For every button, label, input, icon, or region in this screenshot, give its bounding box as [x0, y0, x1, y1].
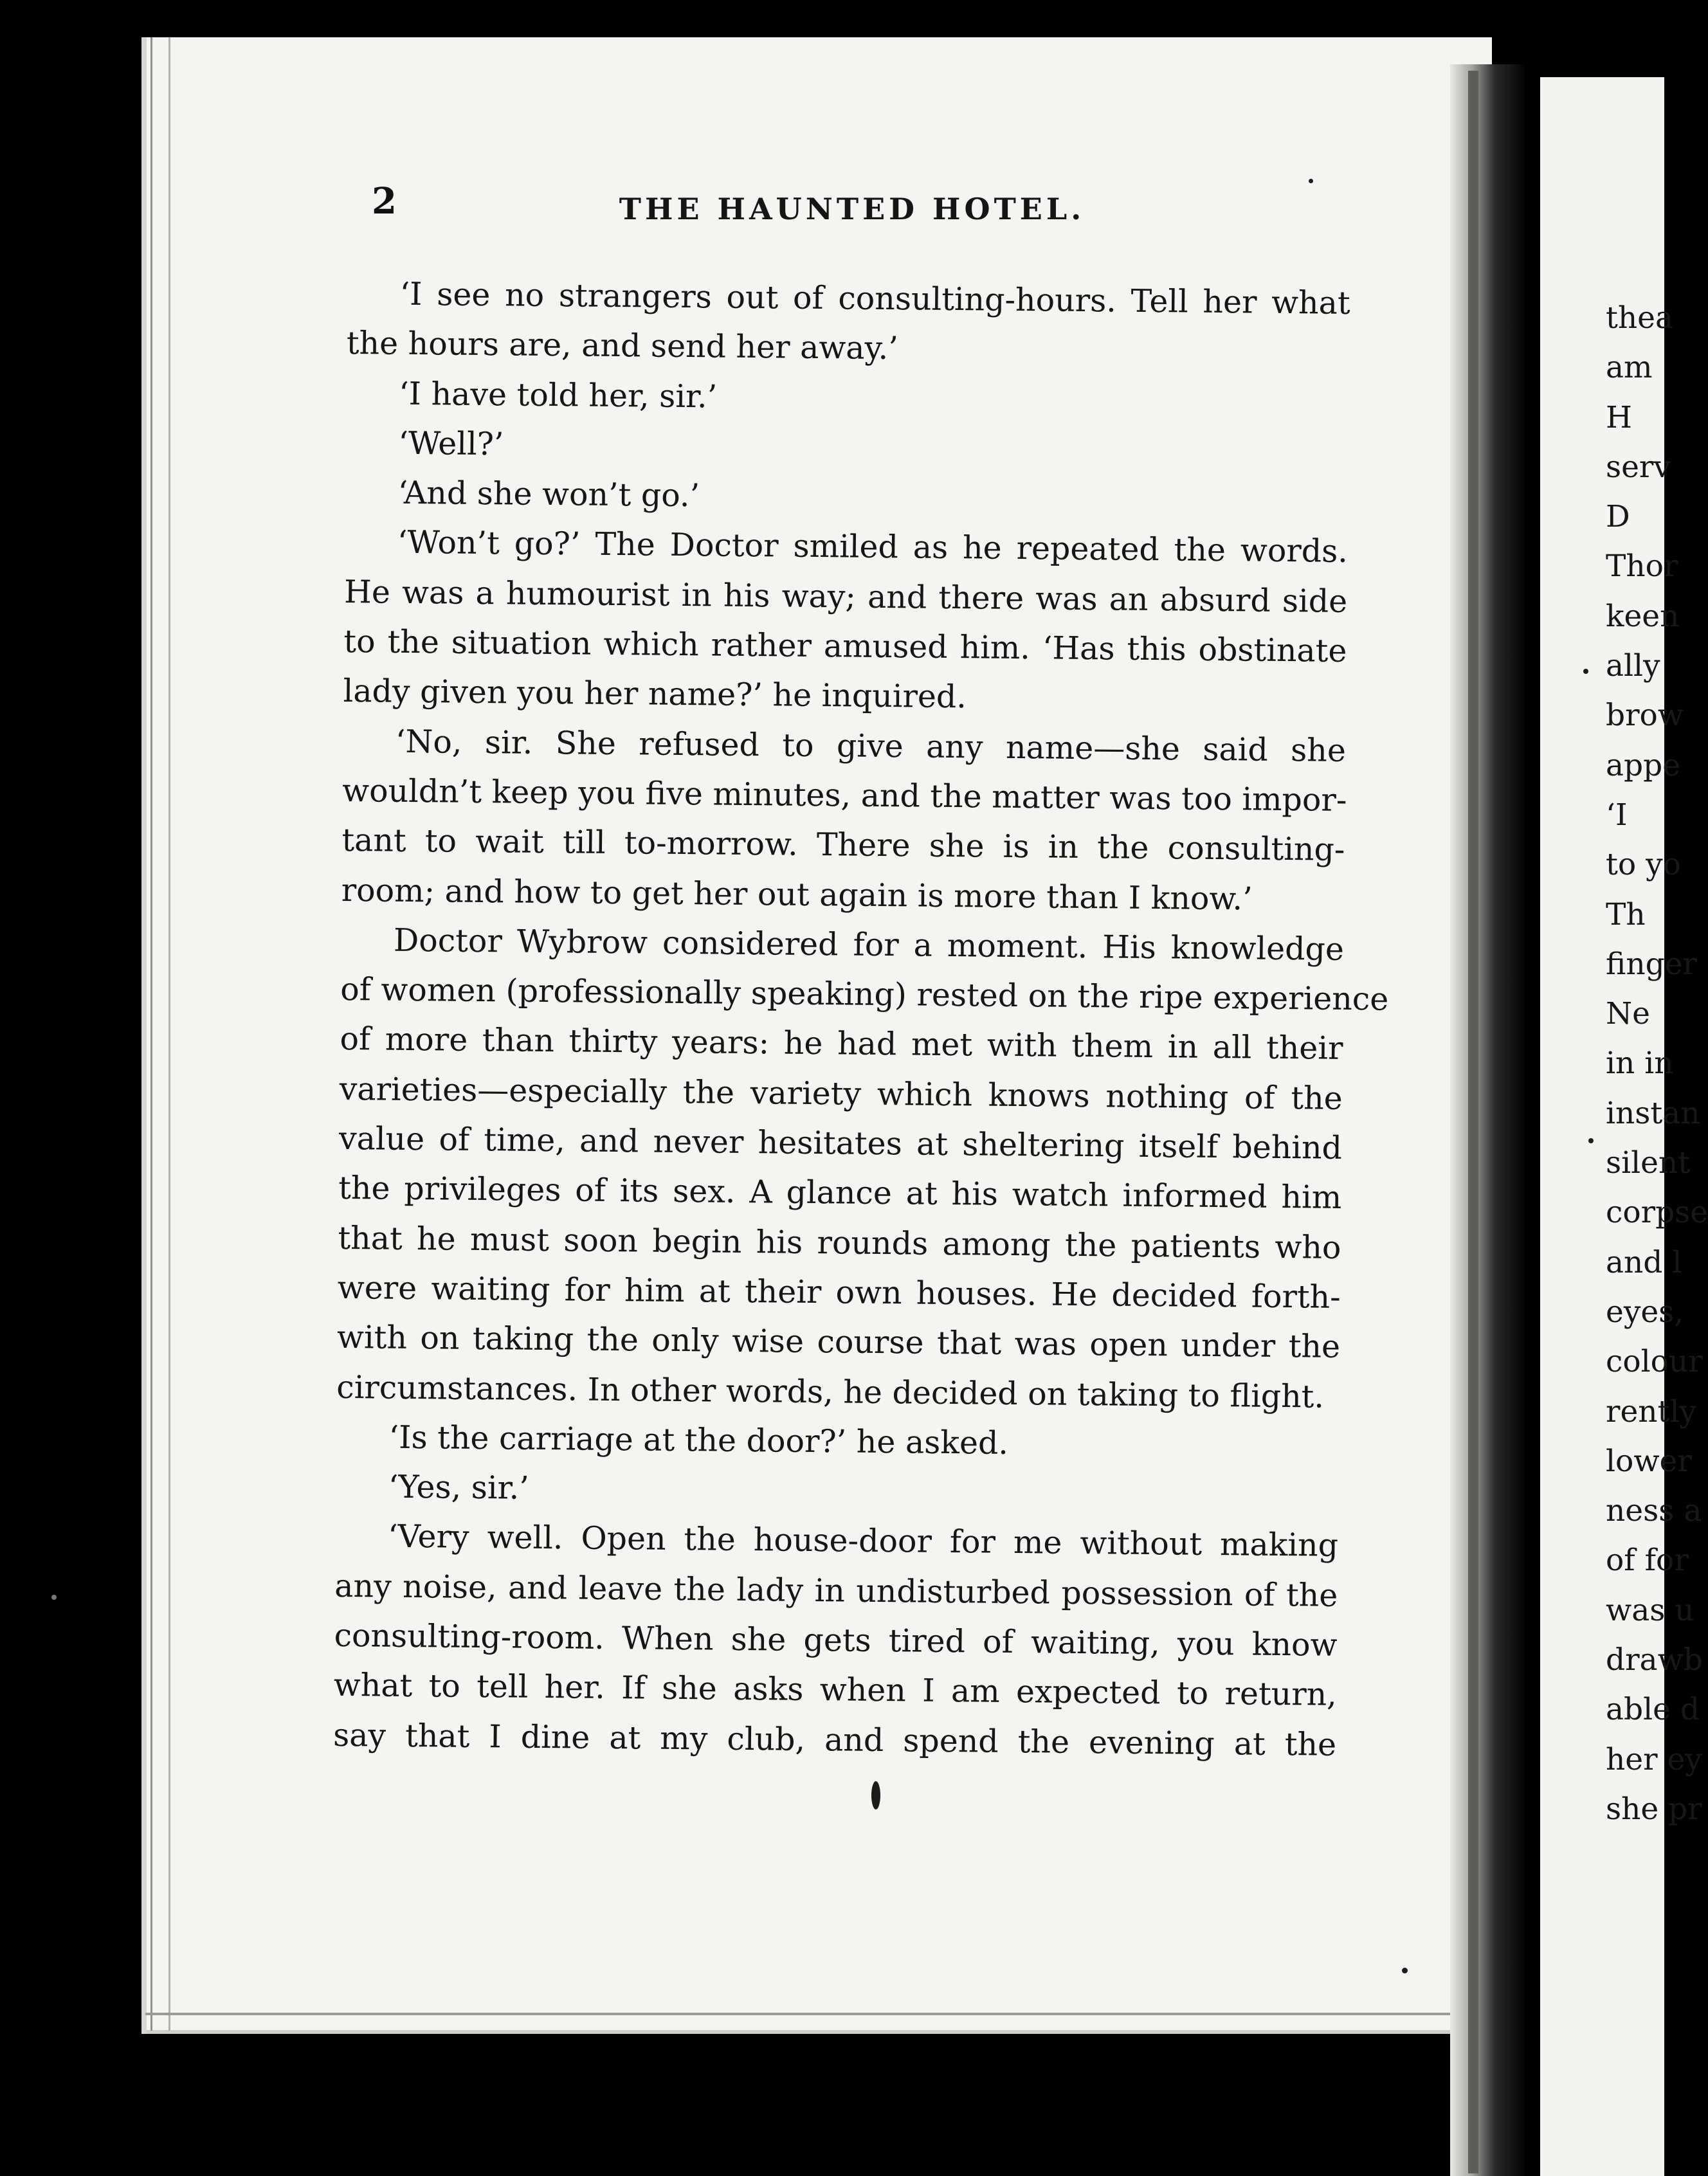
gutter-line — [1468, 71, 1478, 2173]
facing-page-line: H — [1606, 399, 1632, 435]
facing-page-text — [1606, 293, 1708, 1834]
page-number: 2 — [372, 180, 397, 222]
facing-page-line: to yo — [1606, 847, 1681, 883]
text-line: the hours are, and send her away.’ — [346, 325, 899, 367]
facing-page-line: ally — [1606, 648, 1660, 684]
text-line: were waiting for him at their own houses. He decided forth- — [337, 1269, 1341, 1316]
facing-page-line: Thor — [1606, 549, 1678, 585]
text-line: say that I dine at my club, and spend the evening at the — [332, 1716, 1337, 1763]
scan-speck — [1583, 669, 1588, 674]
text-line: ‘No, sir. She refused to give any name—she said she — [395, 723, 1347, 769]
text-line: He was a humourist in his way; and there was an absurd side — [343, 573, 1348, 620]
facing-page-line: was u — [1606, 1592, 1694, 1628]
facing-page-line: brow — [1606, 698, 1684, 734]
text-line: tant to wait till to-morrow. There she is in the consulting- — [341, 822, 1345, 869]
text-line: varieties—especially the variety which knows nothing of the — [339, 1070, 1343, 1117]
facing-page-line: Ne — [1606, 996, 1650, 1032]
text-line: lady given you her name?’ he inquired. — [343, 673, 967, 716]
text-line: that he must soon begin his rounds among the patients who — [338, 1219, 1341, 1266]
facing-page-line: keen — [1606, 598, 1680, 634]
facing-page-line: drawb — [1606, 1642, 1703, 1678]
facing-page-line: her ey — [1606, 1741, 1702, 1777]
text-line: with on taking the only wise course that was open under the — [336, 1319, 1341, 1366]
text-line: wouldn’t keep you five minutes, and the matter was too impor- — [341, 772, 1347, 819]
facing-page-line: corpse — [1606, 1195, 1708, 1231]
text-line: any noise, and leave the lady in undisturbed possession of the — [334, 1567, 1338, 1614]
facing-page-line: Th — [1606, 896, 1646, 932]
book-gutter — [1450, 64, 1524, 2176]
facing-page-line: D — [1606, 499, 1630, 535]
text-line: what to tell her. If she asks when I am expected to return, — [333, 1667, 1338, 1714]
text-line: consulting-room. When she gets tired of waiting, you know — [334, 1617, 1338, 1664]
facing-page-line: appe — [1606, 747, 1681, 783]
scan-speck — [1588, 1138, 1594, 1143]
text-line: ‘I have told her, sir.’ — [398, 375, 718, 415]
text-line: of more than thirty years: he had met with them in all their — [340, 1020, 1343, 1067]
facing-page-line: thea — [1606, 300, 1673, 336]
text-line: Doctor Wybrow considered for a moment. His knowledge — [393, 921, 1345, 968]
text-line: circumstances. In other words, he decided on taking to flight. — [336, 1368, 1325, 1415]
facing-page-line: colour — [1606, 1344, 1703, 1380]
facing-page-line: and l — [1606, 1244, 1682, 1280]
facing-page-line: rently — [1606, 1393, 1697, 1429]
text-line: ‘And she won’t go.’ — [397, 474, 700, 514]
scan-speck — [51, 1595, 57, 1600]
text-line: ‘Very well. Open the house-door for me without making — [387, 1518, 1339, 1564]
facing-page-line: of for — [1606, 1543, 1689, 1579]
text-line: room; and how to get her out again is more than I know.’ — [341, 871, 1253, 918]
text-line: ‘Is the carriage at the door?’ he asked. — [388, 1419, 1009, 1462]
page-edge-line — [168, 37, 170, 2031]
scan-speck — [1402, 1968, 1408, 1973]
facing-page-line: eyes, — [1606, 1294, 1684, 1330]
body-text — [332, 269, 1389, 1770]
text-line: value of time, and never hesitates at sheltering itself behind — [338, 1120, 1343, 1166]
text-line: ‘Won’t go?’ The Doctor smiled as he repeated the words. — [397, 524, 1349, 570]
facing-page-line: she pr — [1606, 1791, 1702, 1827]
facing-page-line: able d — [1606, 1692, 1700, 1728]
facing-page-line: serv — [1606, 449, 1671, 485]
facing-page-line: silent — [1606, 1145, 1691, 1181]
facing-page-line: am — [1606, 350, 1653, 386]
text-line: ‘I see no strangers out of consulting-hours. Tell her what — [399, 275, 1350, 322]
text-line: of women (professionally speaking) rested on the ripe experience — [340, 971, 1389, 1018]
facing-page-line: instan — [1606, 1095, 1700, 1131]
text-line: ‘Well?’ — [398, 424, 504, 463]
facing-page-line: lower — [1606, 1443, 1692, 1479]
running-head: THE HAUNTED HOTEL. — [619, 192, 1086, 226]
facing-page-line: finger — [1606, 946, 1697, 982]
facing-page-line: in in — [1606, 1046, 1674, 1082]
scan-speck — [1309, 179, 1313, 183]
text-line: ‘Yes, sir.’ — [388, 1468, 530, 1507]
text-line: to the situation which rather amused him. ‘Has this obstinate — [343, 623, 1347, 670]
text-line: the privileges of its sex. A glance at his watch informed him — [338, 1170, 1342, 1217]
scan-speck — [871, 1781, 880, 1809]
page-bottom-edge — [145, 2013, 1470, 2015]
facing-page-line: ness a — [1606, 1493, 1702, 1529]
facing-page-line: ‘I — [1606, 797, 1628, 833]
page-edge-line — [150, 37, 152, 2031]
